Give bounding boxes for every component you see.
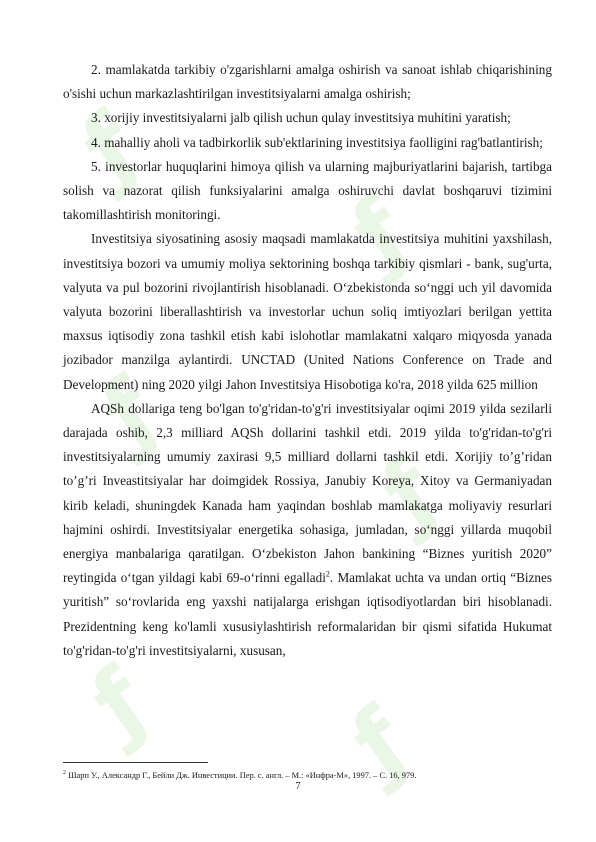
- watermark-glyph: ƒ: [73, 648, 166, 757]
- watermark-glyph: ƒ: [333, 688, 426, 797]
- paragraph: [63, 397, 552, 663]
- watermark-glyph: ƒ: [83, 358, 176, 467]
- footnote-reference[interactable]: 2: [325, 569, 330, 579]
- paragraph: 3. xorijiy investitsiyalarni jalb qilish uchun qulay investitsiya muhitini yaratish;: [91, 110, 511, 126]
- paragraph-text: AQSh dollariga teng bo'lgan to'g'ridan-to'g'ri investitsiyalar oqimi 2019 yilda sezilarli darajada oshib, 2,3 milliard AQSh dollarini tashkil etdi. 2019 yilda to'g'ridan-to'g'ri investitsiyalarning umumiy zaxirasi 9,5 milliard dollarni tashkil etdi. Xorijiy to’g’ridan to’g’ri Inveastitsiyalar har doimgidek Rossiya, Janubiy Koreya, Xitoy va Germaniyadan kirib keladi, shuningdek Kanada ham yaqindan boshlab mamlakatga moliyaviy resurlari hajmini oshirdi. Investitsiyalar energetika sohasiga, jumladan, so‘nggi yillarda muqobil energiya manbalariga qaratilgan. O‘zbekiston Jahon bankining “Biznes yuritish 2020” reytingida o‘tgan yildagi kabi 69-o‘rinni egalladi: [63, 400, 552, 586]
- paragraph: Investitsiya siyosatining asosiy maqsadi mamlakatda investitsiya muhitini yaxshilash, investitsiya bozori va umumiy moliya sektorining boshqa tarkibiy qismlari - bank, sug'urta, valyuta va pul bozorini rivojlantirish hisoblanadi. O‘zbekistonda so‘nggi uch yil davomida valyuta bozorini liberallashtirish va investorlar uchun soliq imtiyozlari berilgan yettita maxsus iqtisodiy zona tashkil etish kabi islohotlar mamlakatni xalqaro miqyosda yanada jozibador manzilga aylantirdi. UNCTAD (United Nations Conference on Trade and Development) ning 2020 yilgi Jahon Investitsiya Hisobotiga ko'ra, 2018 yilda 625 million: [63, 231, 552, 392]
- paragraph-text-continuation: . Mamlakat uchta va undan ortiq “Biznes yuritish” so‘rovlarida eng yaxshi natijalarga erishgan iqtisodiyotlardan biri hisoblanadi. Prezidentning keng ko'lamli xususiylashtirish reformalaridan bir qismi sifatida Hukumat to'g'ridan-to'g'ri investitsiyalarni, xususan,: [63, 570, 552, 658]
- footnote-text: Шарп У., Александр Г., Бейли Дж. Инвестиции. Пер. с. англ. – М.: «Инфра-М», 1997. – С. 16, 979.: [66, 770, 417, 780]
- page-number: 7: [295, 781, 301, 792]
- paragraph: 4. mahalliy aholi va tadbirkorlik sub'ektlarining investitsiya faolligini rag'batlantirish;: [91, 134, 543, 150]
- watermark-glyph: ƒ: [333, 178, 426, 287]
- footnote-number: 2: [63, 770, 66, 776]
- page-body: [63, 58, 552, 663]
- watermark-glyph: ƒ: [63, 93, 156, 202]
- paragraph: 2. mamlakatda tarkibiy o'zgarishlarni amalga oshirish va sanoat ishlab chiqarishining o'sishi uchun markazlashtirilgan investitsiyalarni amalga oshirish;: [63, 62, 552, 102]
- watermark-glyph: ƒ: [363, 438, 456, 547]
- paragraph: 5. investorlar huquqlarini himoya qilish va ularning majburiyatlarini bajarish, tartibga solish va nazorat qilish funksiyalarini amalga oshiruvchi davlat boshqaruvi tizimini takomillashtirish monitoringi.: [63, 158, 552, 223]
- footnote: [63, 768, 552, 781]
- footnote-separator: [63, 762, 208, 763]
